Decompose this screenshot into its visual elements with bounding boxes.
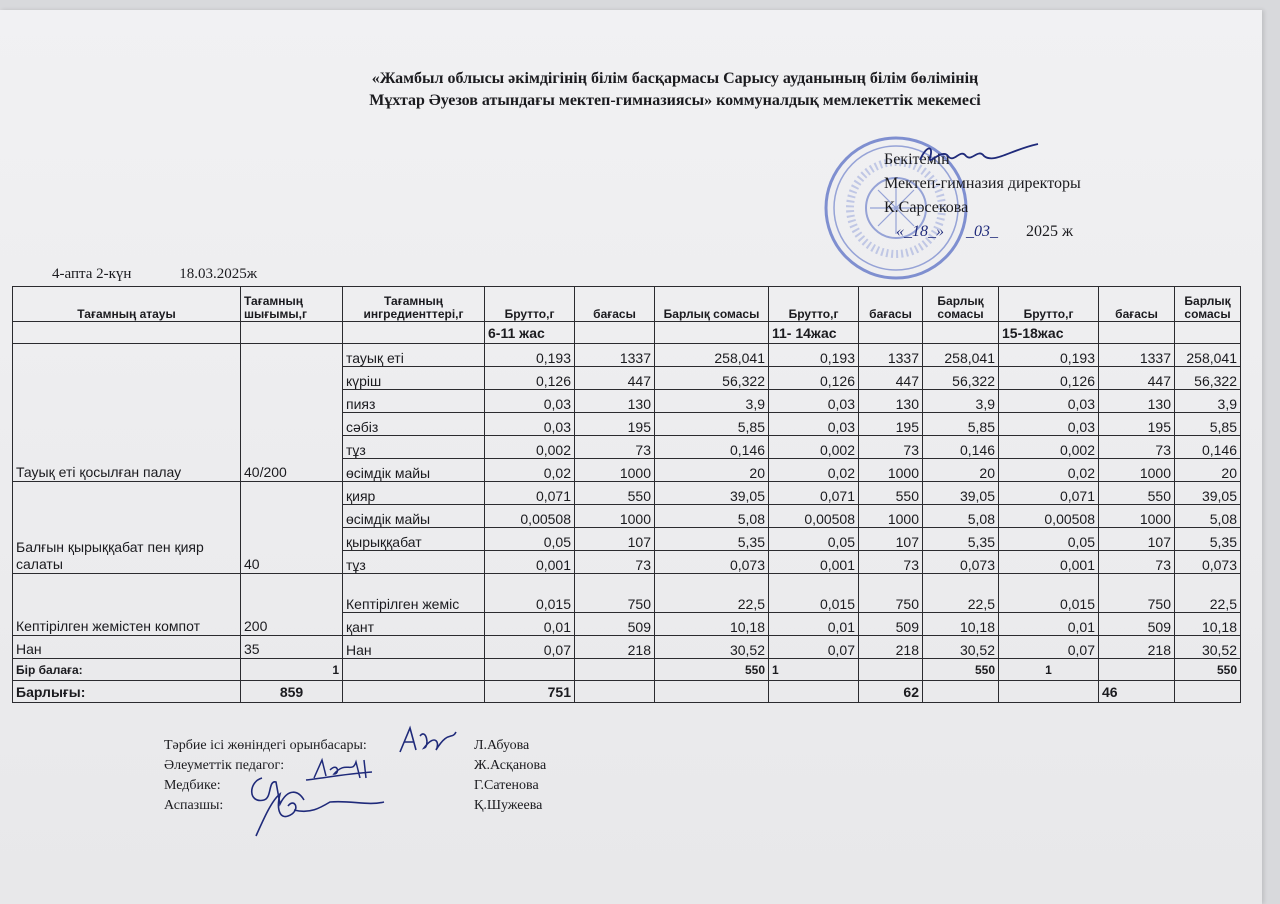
ingredient-name: өсімдік майы xyxy=(343,459,485,482)
document-page xyxy=(0,10,1262,904)
brutto-value: 0,03 xyxy=(769,413,859,436)
per-child-brutto: 1 xyxy=(999,659,1099,681)
price-value: 1337 xyxy=(575,344,655,367)
menu-table xyxy=(12,286,1241,703)
totals-group: 751 xyxy=(485,681,575,703)
staff-role: Аспазшы: xyxy=(164,798,224,813)
header-brutto: Брутто,г xyxy=(769,287,859,322)
approval-name: К.Сарсекова xyxy=(884,199,969,216)
price-value: 1000 xyxy=(1099,459,1175,482)
staff-role: Медбике: xyxy=(164,778,221,793)
price-value: 1337 xyxy=(859,344,923,367)
per-child-label: Бір балаға: xyxy=(13,659,241,681)
price-value: 107 xyxy=(1099,528,1175,551)
price-value: 447 xyxy=(575,367,655,390)
brutto-value: 0,015 xyxy=(999,574,1099,613)
total-value: 30,52 xyxy=(655,636,769,659)
total-value: 5,35 xyxy=(923,528,999,551)
header-yield: Тағамның шығымы,г xyxy=(241,287,343,322)
total-value: 0,146 xyxy=(655,436,769,459)
total-value: 10,18 xyxy=(923,613,999,636)
approval-date-year: 2025 ж xyxy=(1026,223,1074,240)
age-group-label: 6-11 жас xyxy=(485,322,575,344)
total-value: 0,146 xyxy=(1175,436,1241,459)
total-value: 258,041 xyxy=(655,344,769,367)
brutto-value: 0,03 xyxy=(999,413,1099,436)
header-price: бағасы xyxy=(1099,287,1175,322)
header-price: бағасы xyxy=(859,287,923,322)
staff-name: Г.Сатенова xyxy=(474,778,539,793)
ingredient-name: сәбіз xyxy=(343,413,485,436)
price-value: 1337 xyxy=(1099,344,1175,367)
total-value: 0,146 xyxy=(923,436,999,459)
total-value: 5,35 xyxy=(655,528,769,551)
price-value: 218 xyxy=(859,636,923,659)
approval-approve: Бекітемін xyxy=(884,151,950,168)
price-value: 1000 xyxy=(1099,505,1175,528)
approval-position: Мектеп-гимназия директоры xyxy=(884,175,1081,192)
brutto-value: 0,03 xyxy=(485,413,575,436)
brutto-value: 0,01 xyxy=(485,613,575,636)
dish-yield: 35 xyxy=(241,636,343,659)
brutto-value: 0,002 xyxy=(769,436,859,459)
price-value: 509 xyxy=(575,613,655,636)
brutto-value: 0,02 xyxy=(485,459,575,482)
brutto-value: 0,193 xyxy=(485,344,575,367)
total-value: 5,08 xyxy=(923,505,999,528)
brutto-value: 0,00508 xyxy=(999,505,1099,528)
brutto-value: 0,05 xyxy=(769,528,859,551)
brutto-value: 0,071 xyxy=(485,482,575,505)
brutto-value: 0,126 xyxy=(485,367,575,390)
dish-yield: 40/200 xyxy=(241,344,343,482)
total-value: 20 xyxy=(923,459,999,482)
approval-date xyxy=(896,220,1081,244)
total-value: 39,05 xyxy=(655,482,769,505)
total-value: 3,9 xyxy=(1175,390,1241,413)
per-child-total: 550 xyxy=(655,659,769,681)
brutto-value: 0,03 xyxy=(769,390,859,413)
dish-yield: 40 xyxy=(241,482,343,574)
price-value: 550 xyxy=(575,482,655,505)
ingredient-name: тауық еті xyxy=(343,344,485,367)
brutto-value: 0,00508 xyxy=(769,505,859,528)
total-value: 56,322 xyxy=(655,367,769,390)
total-value: 10,18 xyxy=(1175,613,1241,636)
price-value: 550 xyxy=(859,482,923,505)
totals-group: 46 xyxy=(1099,681,1175,703)
brutto-value: 0,001 xyxy=(769,551,859,574)
header-dish: Тағамның атауы xyxy=(13,287,241,322)
ingredient-name: өсімдік майы xyxy=(343,505,485,528)
total-value: 30,52 xyxy=(923,636,999,659)
ingredient-name: пияз xyxy=(343,390,485,413)
header-total: Барлық сомасы xyxy=(655,287,769,322)
total-value: 22,5 xyxy=(923,574,999,613)
price-value: 73 xyxy=(575,551,655,574)
deputy-signature xyxy=(396,722,460,758)
total-value: 3,9 xyxy=(923,390,999,413)
total-value: 39,05 xyxy=(1175,482,1241,505)
price-value: 750 xyxy=(859,574,923,613)
ingredient-name: күріш xyxy=(343,367,485,390)
totals-label: Барлығы: xyxy=(13,681,241,703)
dish-name: Кептірілген жемістен компот xyxy=(13,574,241,636)
staff-row xyxy=(164,736,564,756)
header-ingredient: Тағамның ингредиенттері,г xyxy=(343,287,485,322)
table-header-row xyxy=(13,287,1241,322)
total-value: 56,322 xyxy=(1175,367,1241,390)
total-value: 0,073 xyxy=(1175,551,1241,574)
brutto-value: 0,05 xyxy=(999,528,1099,551)
price-value: 73 xyxy=(575,436,655,459)
staff-name: Л.Абуова xyxy=(474,738,530,753)
staff-role: Тәрбие ісі жөніндегі орынбасары: xyxy=(164,738,367,753)
ingredient-name: қырыққабат xyxy=(343,528,485,551)
total-value: 5,08 xyxy=(1175,505,1241,528)
ingredient-row xyxy=(13,574,1241,613)
brutto-value: 0,071 xyxy=(999,482,1099,505)
week-day: 4-апта 2-күн xyxy=(52,266,132,282)
price-value: 130 xyxy=(859,390,923,413)
per-child-total: 550 xyxy=(1175,659,1241,681)
totals-group: 62 xyxy=(859,681,923,703)
brutto-value: 0,07 xyxy=(485,636,575,659)
price-value: 750 xyxy=(1099,574,1175,613)
dish-name: Нан xyxy=(13,636,241,659)
total-value: 258,041 xyxy=(923,344,999,367)
total-value: 5,85 xyxy=(923,413,999,436)
ingredient-name: тұз xyxy=(343,551,485,574)
brutto-value: 0,002 xyxy=(485,436,575,459)
price-value: 218 xyxy=(1099,636,1175,659)
price-value: 1000 xyxy=(859,505,923,528)
price-value: 130 xyxy=(1099,390,1175,413)
brutto-value: 0,015 xyxy=(485,574,575,613)
dish-yield: 200 xyxy=(241,574,343,636)
price-value: 509 xyxy=(1099,613,1175,636)
price-value: 447 xyxy=(859,367,923,390)
brutto-value: 0,03 xyxy=(485,390,575,413)
brutto-value: 0,01 xyxy=(999,613,1099,636)
price-value: 218 xyxy=(575,636,655,659)
total-value: 0,073 xyxy=(655,551,769,574)
totals-yield: 859 xyxy=(241,681,343,703)
total-value: 0,073 xyxy=(923,551,999,574)
dish-name: Тауық еті қосылған палау xyxy=(13,344,241,482)
totals-row xyxy=(13,681,1241,703)
price-value: 107 xyxy=(575,528,655,551)
total-value: 5,85 xyxy=(1175,413,1241,436)
price-value: 73 xyxy=(1099,436,1175,459)
staff-name: Ж.Асқанова xyxy=(474,758,547,773)
menu-date: 18.03.2025ж xyxy=(179,266,258,282)
header-brutto: Брутто,г xyxy=(485,287,575,322)
price-value: 195 xyxy=(575,413,655,436)
brutto-value: 0,00508 xyxy=(485,505,575,528)
ingredient-name: қант xyxy=(343,613,485,636)
total-value: 5,35 xyxy=(1175,528,1241,551)
header-price: бағасы xyxy=(575,287,655,322)
per-child-yield: 1 xyxy=(241,659,343,681)
price-value: 130 xyxy=(575,390,655,413)
header-total: Барлық сомасы xyxy=(1175,287,1241,322)
total-value: 3,9 xyxy=(655,390,769,413)
total-value: 39,05 xyxy=(923,482,999,505)
price-value: 1000 xyxy=(575,505,655,528)
cook-signature xyxy=(250,788,390,840)
age-group-label: 11- 14жас xyxy=(769,322,859,344)
price-value: 1000 xyxy=(859,459,923,482)
brutto-value: 0,001 xyxy=(999,551,1099,574)
header-total: Барлық сомасы xyxy=(923,287,999,322)
ingredient-row xyxy=(13,344,1241,367)
total-value: 20 xyxy=(655,459,769,482)
staff-name: Қ.Шужеева xyxy=(474,798,543,813)
brutto-value: 0,015 xyxy=(769,574,859,613)
per-child-brutto: 1 xyxy=(769,659,859,681)
price-value: 73 xyxy=(859,551,923,574)
price-value: 750 xyxy=(575,574,655,613)
dish-name: Балғын қырыққабат пен қияр салаты xyxy=(13,482,241,574)
price-value: 195 xyxy=(859,413,923,436)
total-value: 22,5 xyxy=(655,574,769,613)
org-header-line1: «Жамбыл облысы әкімдігінің білім басқармасы Сарысу ауданының білім бөлімінің xyxy=(371,70,979,87)
ingredient-name: Кептірілген жеміс xyxy=(343,574,485,613)
brutto-value: 0,02 xyxy=(769,459,859,482)
brutto-value: 0,01 xyxy=(769,613,859,636)
per-child-total: 550 xyxy=(923,659,999,681)
staff-role: Әлеуметтік педагог: xyxy=(164,758,285,773)
brutto-value: 0,07 xyxy=(769,636,859,659)
brutto-value: 0,126 xyxy=(769,367,859,390)
brutto-value: 0,02 xyxy=(999,459,1099,482)
ingredient-name: қияр xyxy=(343,482,485,505)
brutto-value: 0,193 xyxy=(999,344,1099,367)
header-brutto: Брутто,г xyxy=(999,287,1099,322)
approval-date-day: «_18_» xyxy=(896,223,944,240)
total-value: 30,52 xyxy=(1175,636,1241,659)
total-value: 5,85 xyxy=(655,413,769,436)
price-value: 1000 xyxy=(575,459,655,482)
per-child-row xyxy=(13,659,1241,681)
price-value: 550 xyxy=(1099,482,1175,505)
brutto-value: 0,001 xyxy=(485,551,575,574)
brutto-value: 0,126 xyxy=(999,367,1099,390)
total-value: 5,08 xyxy=(655,505,769,528)
price-value: 509 xyxy=(859,613,923,636)
price-value: 107 xyxy=(859,528,923,551)
ingredient-name: тұз xyxy=(343,436,485,459)
price-value: 447 xyxy=(1099,367,1175,390)
total-value: 56,322 xyxy=(923,367,999,390)
age-group-row xyxy=(13,322,1241,344)
age-group-label: 15-18жас xyxy=(999,322,1099,344)
brutto-value: 0,071 xyxy=(769,482,859,505)
brutto-value: 0,05 xyxy=(485,528,575,551)
price-value: 73 xyxy=(1099,551,1175,574)
org-header-line2: Мұхтар Әуезов атындағы мектеп-гимназиясы» коммуналдық мемлекеттік мекемесі xyxy=(369,92,981,109)
ingredient-row xyxy=(13,482,1241,505)
total-value: 22,5 xyxy=(1175,574,1241,613)
social-pedagog-signature xyxy=(304,754,376,786)
brutto-value: 0,193 xyxy=(769,344,859,367)
total-value: 10,18 xyxy=(655,613,769,636)
total-value: 20 xyxy=(1175,459,1241,482)
ingredient-name: Нан xyxy=(343,636,485,659)
brutto-value: 0,07 xyxy=(999,636,1099,659)
approval-date-month: _03_ xyxy=(966,223,998,240)
brutto-value: 0,03 xyxy=(999,390,1099,413)
total-value: 258,041 xyxy=(1175,344,1241,367)
director-signature xyxy=(914,136,1044,172)
price-value: 73 xyxy=(859,436,923,459)
ingredient-row xyxy=(13,636,1241,659)
menu-info xyxy=(52,266,301,283)
brutto-value: 0,002 xyxy=(999,436,1099,459)
price-value: 195 xyxy=(1099,413,1175,436)
